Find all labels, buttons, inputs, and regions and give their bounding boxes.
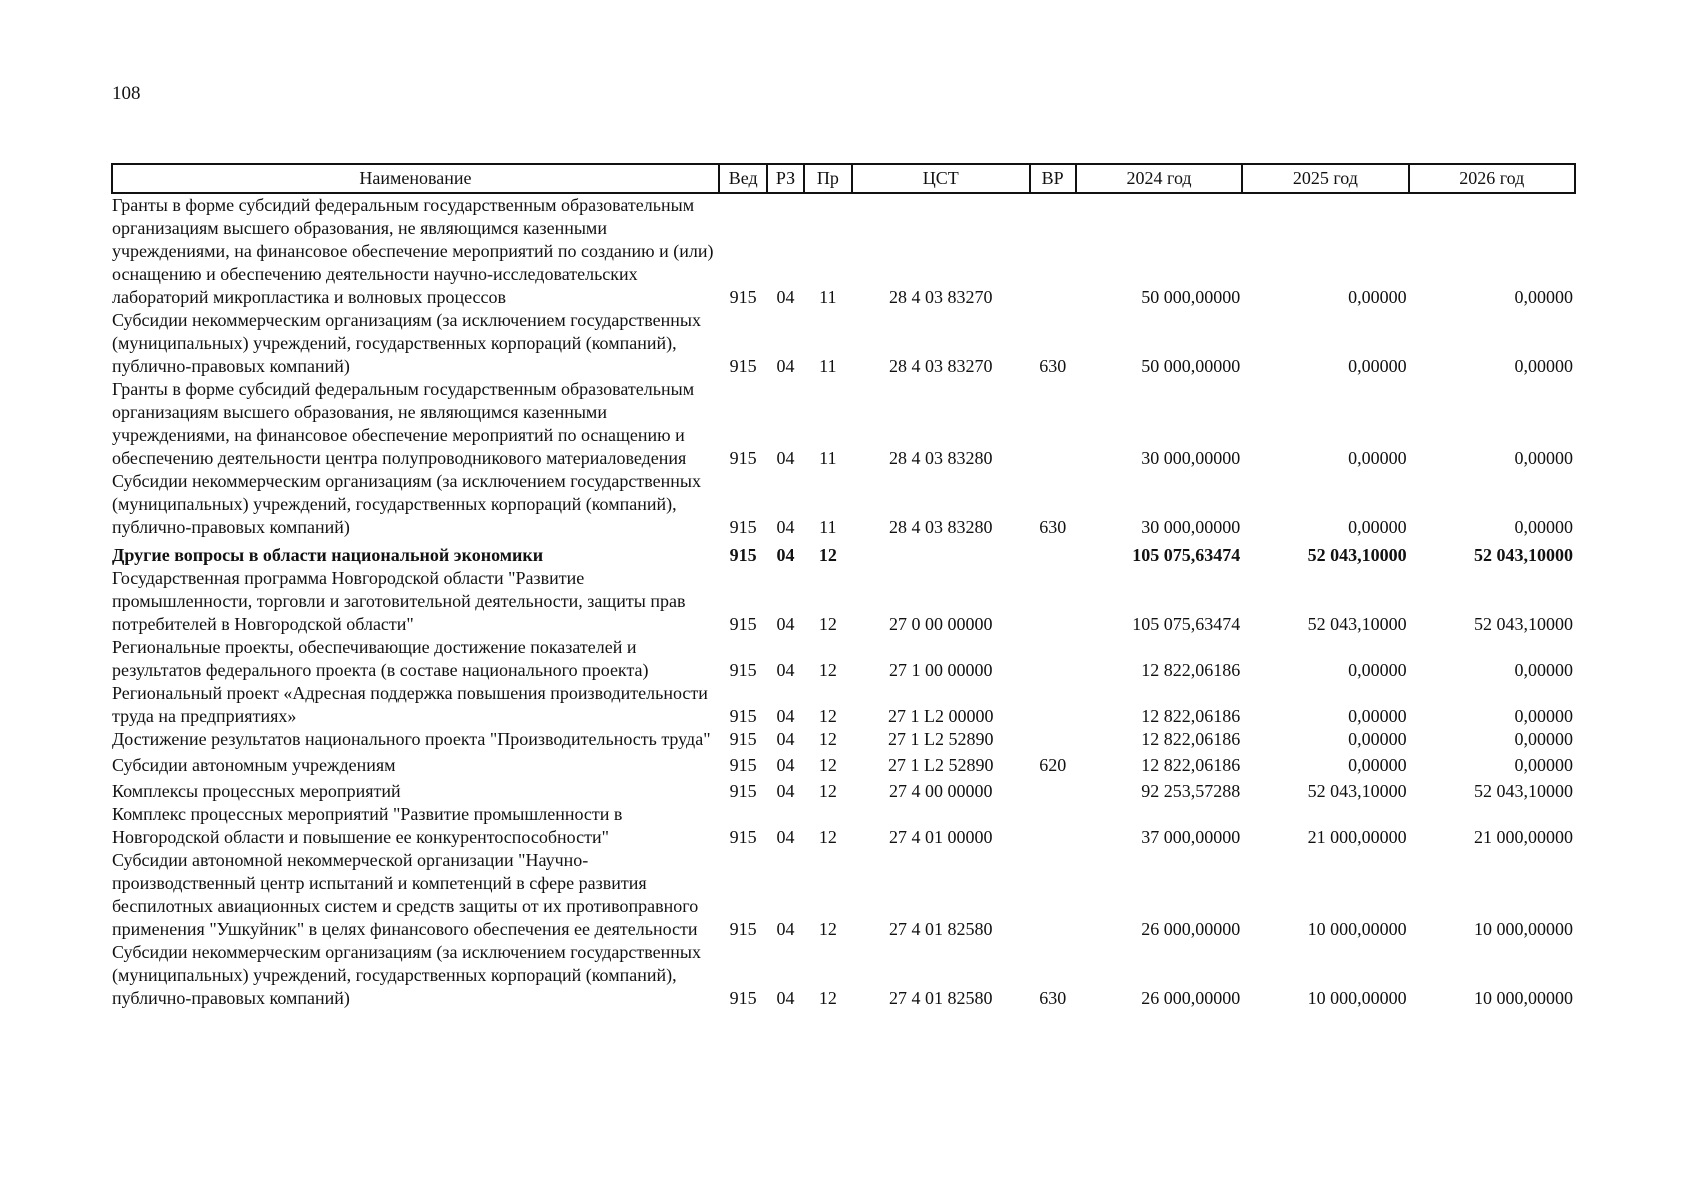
row-ved: 915	[729, 781, 757, 801]
row-cst: 28 4 03 83280	[889, 448, 993, 468]
row-2026: 21 000,00000	[1474, 827, 1573, 847]
row-ved: 915	[729, 919, 757, 939]
row-name: Государственная программа Новгородской области "Развитие промышленности, торговли и заготовительной деятельности, защиты прав потребителей в Новгородской области"	[112, 568, 686, 634]
row-name: Региональный проект «Адресная поддержка повышения производительности труда на предприятиях»	[112, 683, 708, 726]
row-2026: 10 000,00000	[1474, 919, 1573, 939]
row-2024: 30 000,00000	[1141, 448, 1241, 468]
row-rz: 04	[776, 988, 795, 1008]
row-ved: 915	[729, 448, 757, 468]
row-vr	[1030, 777, 1076, 803]
row-name: Субсидии некоммерческим организациям (за исключением государственных (муниципальных) учреждений, государственных корпораций (компаний), публично-правовых компаний)	[112, 310, 702, 376]
row-cst: 27 4 01 82580	[889, 988, 993, 1008]
row-rz: 04	[776, 919, 795, 939]
row-cst: 28 4 03 83270	[889, 287, 993, 307]
row-pr: 11	[819, 448, 837, 468]
table-row	[112, 470, 1575, 539]
row-name: Гранты в форме субсидий федеральным государственным образовательным организациям высшего образования, не являющимся казенными учреждениями, на финансовое обеспечение мероприятий по созданию и (или) оснащению и обеспечению деятельности научно-исследовательских лабораторий микропластика и волновых процессов	[112, 195, 714, 307]
row-2025: 0,00000	[1348, 517, 1407, 537]
table-row	[112, 682, 1575, 728]
row-pr: 12	[818, 781, 837, 801]
row-vr: 630	[1039, 517, 1067, 537]
row-ved: 915	[729, 755, 757, 775]
row-vr	[1030, 193, 1076, 309]
row-pr: 12	[818, 614, 837, 634]
row-2025: 0,00000	[1348, 356, 1407, 376]
row-vr	[1030, 567, 1076, 636]
row-2025: 52 043,10000	[1307, 614, 1407, 634]
row-2024: 12 822,06186	[1141, 755, 1241, 775]
row-rz: 04	[776, 356, 795, 376]
row-pr: 12	[818, 988, 837, 1008]
row-ved: 915	[729, 517, 757, 537]
row-2025: 0,00000	[1348, 448, 1407, 468]
header-2026: 2026 год	[1409, 164, 1575, 193]
header-vr: ВР	[1030, 164, 1076, 193]
row-2026: 52 043,10000	[1474, 781, 1573, 801]
row-2026: 52 043,10000	[1474, 545, 1573, 565]
table-row	[112, 849, 1575, 941]
table-row	[112, 193, 1575, 309]
row-2026: 0,00000	[1514, 706, 1573, 726]
table-header-row	[112, 164, 1575, 193]
row-name: Другие вопросы в области национальной экономики	[112, 545, 544, 565]
table-row	[112, 751, 1575, 777]
row-vr	[1030, 539, 1076, 567]
row-2025: 0,00000	[1348, 287, 1407, 307]
row-cst	[852, 539, 1029, 567]
table-row	[112, 803, 1575, 849]
row-name: Достижение результатов национального проекта "Производительность труда"	[112, 729, 711, 749]
row-cst: 27 1 L2 00000	[888, 706, 994, 726]
row-vr	[1030, 378, 1076, 470]
page-number: 108	[112, 83, 141, 104]
row-rz: 04	[776, 614, 795, 634]
row-2024: 50 000,00000	[1141, 287, 1241, 307]
row-name: Региональные проекты, обеспечивающие достижение показателей и результатов федерального проекта (в составе национального проекта)	[112, 637, 649, 680]
row-2024: 92 253,57288	[1141, 781, 1241, 801]
row-cst: 27 1 L2 52890	[888, 755, 994, 775]
header-ved: Вед	[719, 164, 767, 193]
row-2025: 10 000,00000	[1307, 919, 1407, 939]
row-2026: 0,00000	[1514, 660, 1573, 680]
row-cst: 27 4 00 00000	[889, 781, 993, 801]
row-2024: 37 000,00000	[1141, 827, 1241, 847]
header-2024: 2024 год	[1076, 164, 1242, 193]
row-rz: 04	[776, 660, 795, 680]
row-2026: 0,00000	[1514, 729, 1573, 749]
row-ved: 915	[729, 729, 757, 749]
table-row	[112, 636, 1575, 682]
row-pr: 12	[818, 545, 837, 565]
row-cst: 27 1 00 00000	[889, 660, 993, 680]
row-cst: 28 4 03 83270	[889, 356, 993, 376]
row-ved: 915	[729, 545, 757, 565]
row-vr: 620	[1039, 755, 1067, 775]
row-rz: 04	[776, 781, 795, 801]
row-name: Гранты в форме субсидий федеральным государственным образовательным организациям высшего образования, не являющимся казенными учреждениями, на финансовое обеспечение мероприятий по оснащению и обеспечению деятельности центра полупроводникового материаловедения	[112, 379, 695, 468]
row-vr	[1030, 682, 1076, 728]
row-ved: 915	[729, 660, 757, 680]
row-2026: 0,00000	[1514, 517, 1573, 537]
header-name: Наименование	[112, 164, 719, 193]
row-2024: 30 000,00000	[1141, 517, 1241, 537]
row-pr: 12	[818, 755, 837, 775]
row-2026: 10 000,00000	[1474, 988, 1573, 1008]
row-rz: 04	[776, 545, 795, 565]
row-rz: 04	[776, 448, 795, 468]
row-2025: 52 043,10000	[1307, 781, 1407, 801]
row-name: Субсидии некоммерческим организациям (за исключением государственных (муниципальных) учреждений, государственных корпораций (компаний), публично-правовых компаний)	[112, 471, 702, 537]
row-cst: 27 0 00 00000	[889, 614, 993, 634]
row-2024: 105 075,63474	[1132, 545, 1241, 565]
row-rz: 04	[776, 827, 795, 847]
table-row	[112, 941, 1575, 1010]
row-cst: 28 4 03 83280	[889, 517, 993, 537]
row-vr	[1030, 728, 1076, 751]
row-ved: 915	[729, 988, 757, 1008]
row-vr: 630	[1039, 356, 1067, 376]
row-pr: 11	[819, 517, 837, 537]
row-rz: 04	[776, 729, 795, 749]
row-ved: 915	[729, 827, 757, 847]
table-row	[112, 777, 1575, 803]
row-2024: 12 822,06186	[1141, 660, 1241, 680]
table-row-section-total	[112, 539, 1575, 567]
header-2025: 2025 год	[1242, 164, 1408, 193]
row-2024: 50 000,00000	[1141, 356, 1241, 376]
row-name: Субсидии некоммерческим организациям (за исключением государственных (муниципальных) учреждений, государственных корпораций (компаний), публично-правовых компаний)	[112, 942, 702, 1008]
row-2025: 0,00000	[1348, 706, 1407, 726]
row-pr: 12	[818, 660, 837, 680]
row-pr: 12	[818, 729, 837, 749]
row-2024: 12 822,06186	[1141, 706, 1241, 726]
budget-table	[111, 163, 1576, 1010]
row-pr: 12	[818, 919, 837, 939]
row-2025: 10 000,00000	[1307, 988, 1407, 1008]
row-vr	[1030, 636, 1076, 682]
row-2024: 105 075,63474	[1132, 614, 1241, 634]
table-row	[112, 728, 1575, 751]
header-cst: ЦСТ	[852, 164, 1029, 193]
row-cst: 27 4 01 00000	[889, 827, 993, 847]
row-ved: 915	[729, 614, 757, 634]
row-ved: 915	[729, 356, 757, 376]
row-2025: 0,00000	[1348, 729, 1407, 749]
row-2026: 52 043,10000	[1474, 614, 1573, 634]
row-2025: 52 043,10000	[1307, 545, 1407, 565]
row-2026: 0,00000	[1514, 356, 1573, 376]
row-vr: 630	[1039, 988, 1067, 1008]
row-2025: 21 000,00000	[1307, 827, 1407, 847]
row-2026: 0,00000	[1514, 755, 1573, 775]
row-ved: 915	[729, 706, 757, 726]
row-rz: 04	[776, 755, 795, 775]
header-rz: РЗ	[767, 164, 803, 193]
table-row	[112, 309, 1575, 378]
row-2026: 0,00000	[1514, 287, 1573, 307]
row-cst: 27 1 L2 52890	[888, 729, 994, 749]
row-pr: 11	[819, 287, 837, 307]
row-pr: 11	[819, 356, 837, 376]
row-2025: 0,00000	[1348, 755, 1407, 775]
row-2026: 0,00000	[1514, 448, 1573, 468]
row-2024: 26 000,00000	[1141, 988, 1241, 1008]
row-name: Комплексы процессных мероприятий	[112, 781, 401, 801]
header-pr: Пр	[804, 164, 852, 193]
row-ved: 915	[729, 287, 757, 307]
table-row	[112, 567, 1575, 636]
row-rz: 04	[776, 287, 795, 307]
row-pr: 12	[818, 706, 837, 726]
row-name: Комплекс процессных мероприятий "Развитие промышленности в Новгородской области и повышение ее конкурентоспособности"	[112, 804, 623, 847]
row-cst: 27 4 01 82580	[889, 919, 993, 939]
row-name: Субсидии автономной некоммерческой организации "Научно-производственный центр испытаний и компетенций в сфере развития беспилотных авиационных систем и средств защиты от их противоправного применения "Ушкуйник" в целях финансового обеспечения ее деятельности	[112, 850, 699, 939]
row-pr: 12	[818, 827, 837, 847]
row-vr	[1030, 803, 1076, 849]
row-2024: 26 000,00000	[1141, 919, 1241, 939]
table-row	[112, 378, 1575, 470]
row-2025: 0,00000	[1348, 660, 1407, 680]
row-2024: 12 822,06186	[1141, 729, 1241, 749]
row-vr	[1030, 849, 1076, 941]
row-rz: 04	[776, 706, 795, 726]
row-rz: 04	[776, 517, 795, 537]
row-name: Субсидии автономным учреждениям	[112, 755, 396, 775]
